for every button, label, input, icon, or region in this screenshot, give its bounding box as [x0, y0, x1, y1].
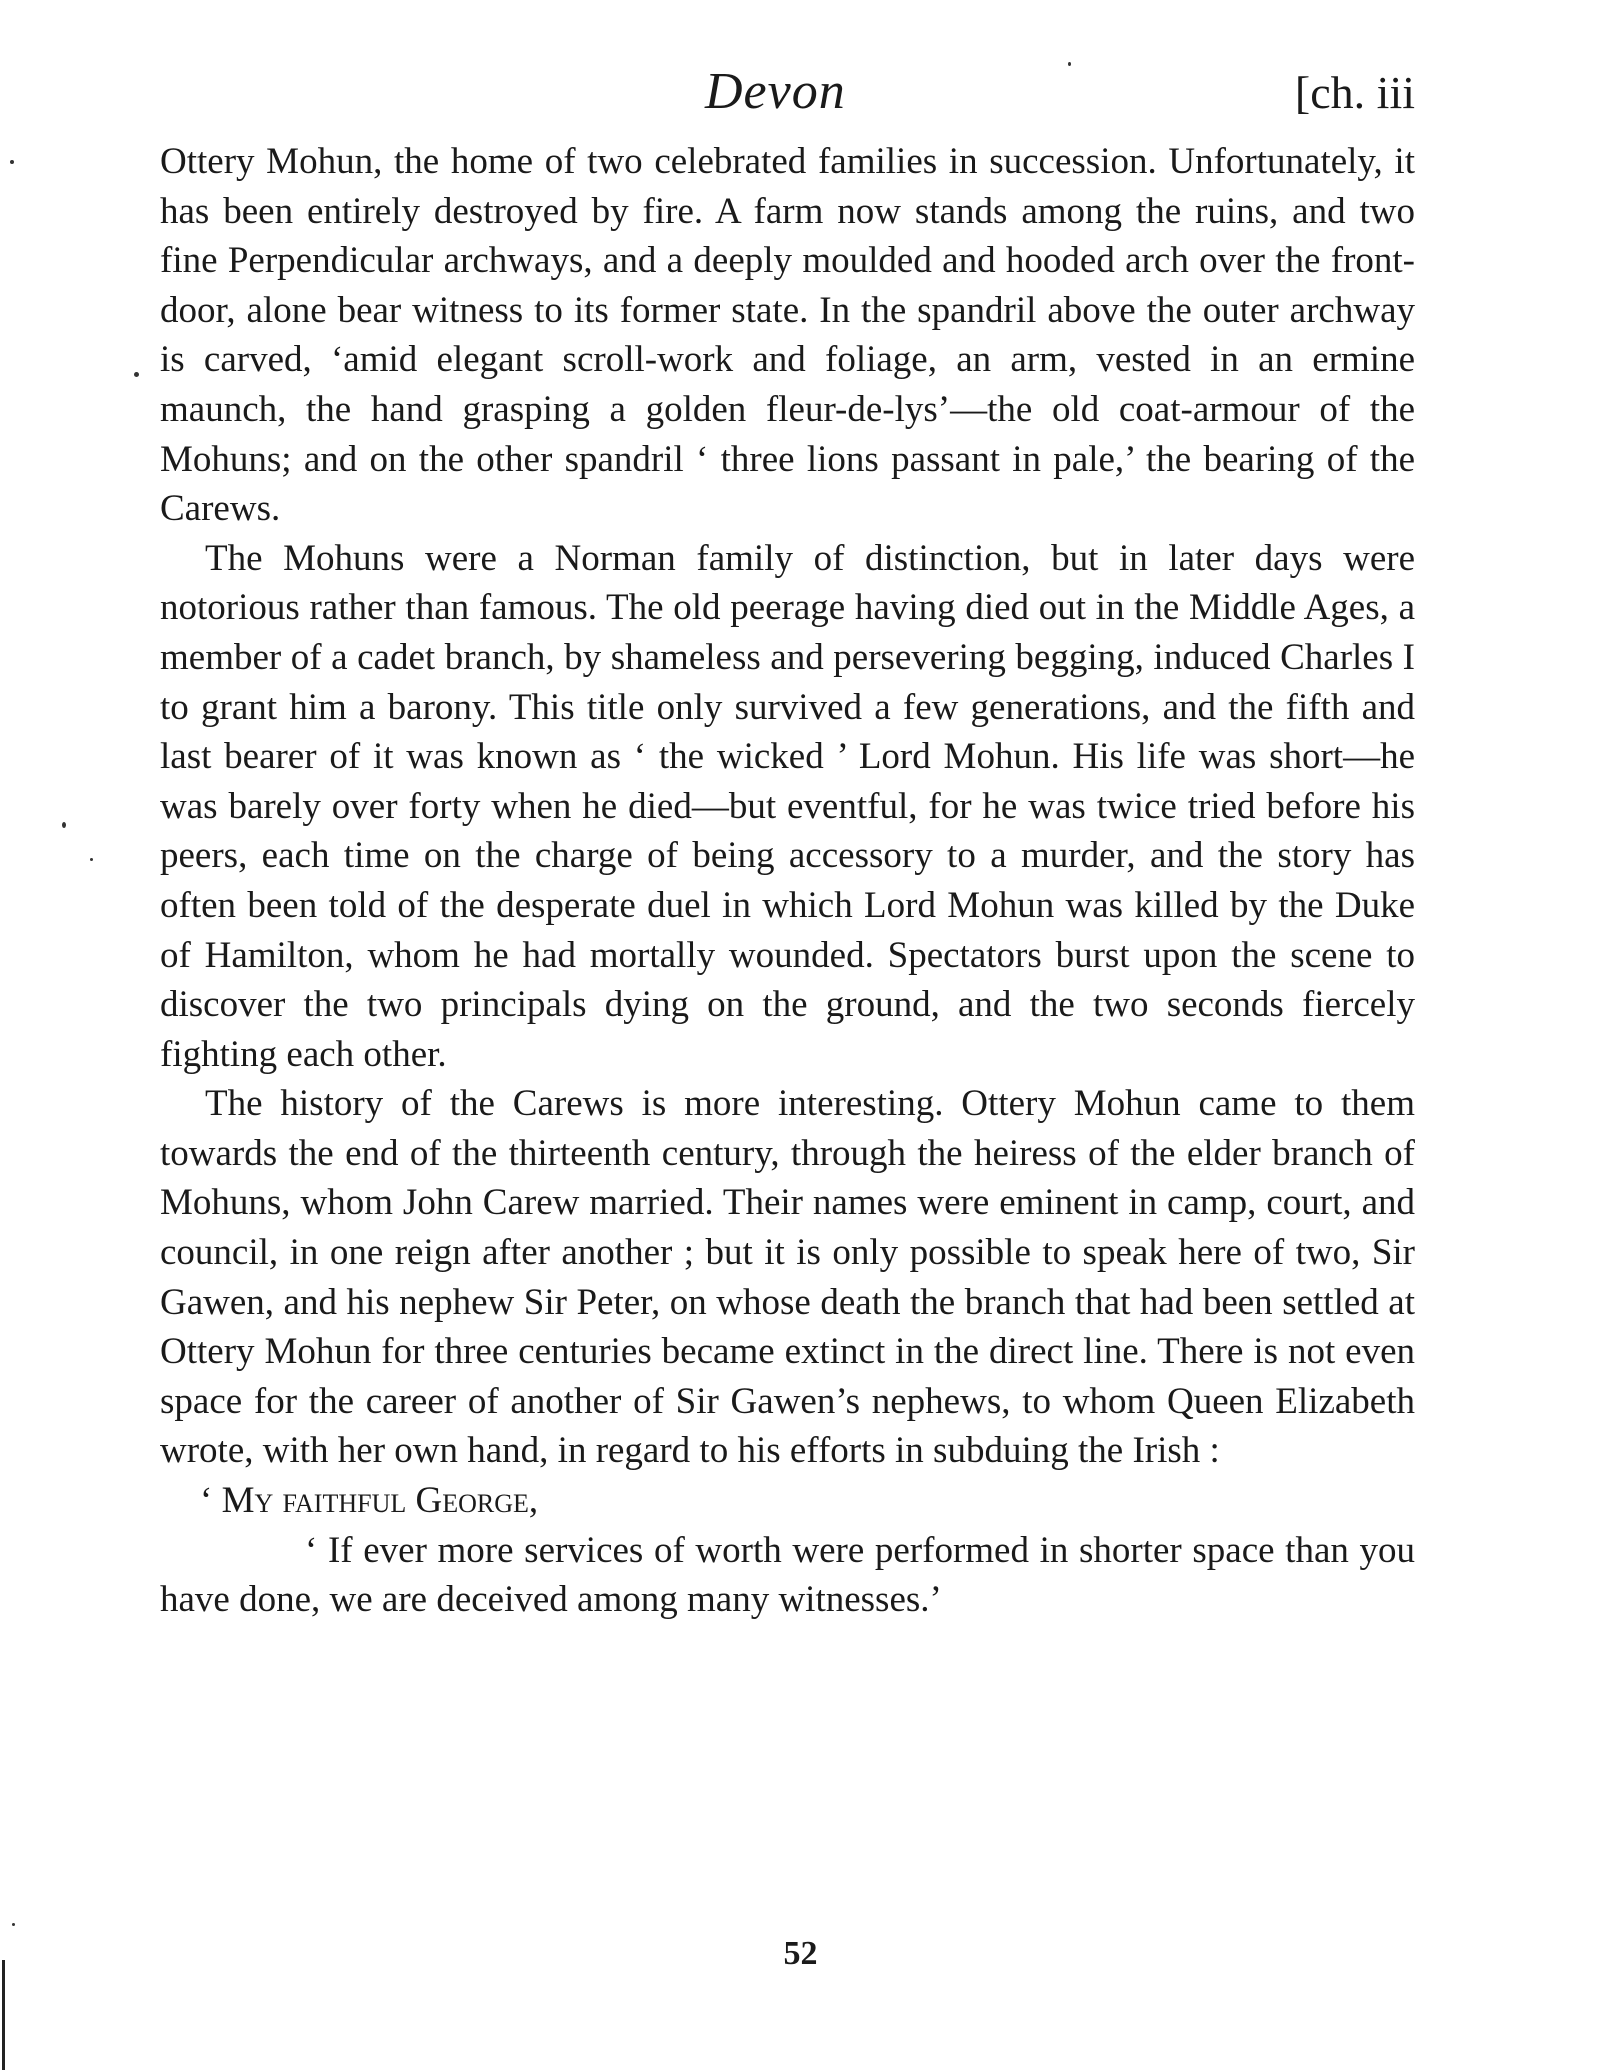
- print-speck: [12, 1923, 15, 1926]
- print-speck: [10, 160, 14, 164]
- chapter-marker: [ch. iii: [1294, 67, 1415, 118]
- paragraph-ottery-mohun: Ottery Mohun, the home of two celebrated families in succession. Unfortunately, it has been entirely destroyed by fire. A farm now stands among the ruins, and two fine Perpendicular archways, and a deeply moulded and hooded arch over the front-door, alone bear witness to its former state. In the spandril above the outer archway is carved, ‘amid elegant scroll-work and foliage, an arm, vested in an ermine maunch, the hand grasping a golden fleur-de-lys’—the old coat-armour of the Mohuns; and on the other spandril ‘ three lions passant in pale,’ the bearing of the Carews.: [160, 141, 1415, 530]
- page-number: 52: [783, 1935, 818, 1972]
- print-speck: [90, 858, 93, 861]
- paragraph-carews: The history of the Carews is more interesting. Ottery Mohun came to them towards the end of the thirteenth century, through the heiress of the elder branch of Mohuns, whom John Carew married. Their names were eminent in camp, court, and council, in one reign after another ; but it is only possible to speak here of two, Sir Gawen, and his nephew Sir Peter, on whose death the branch that had been settled at Ottery Mohun for three centuries became extinct in the direct line. There is not even space for the career of another of Sir Gawen’s nephews, to whom Queen Elizabeth wrote, with her own hand, in regard to his efforts in subduing the Irish :: [160, 1083, 1415, 1472]
- print-speck: [134, 372, 139, 377]
- running-title: Devon: [705, 63, 846, 120]
- letter-body: ‘ If ever more services of worth were performed in shorter space than you have done, we are deceived among many witnesses.’: [160, 1529, 1415, 1621]
- body-text: [160, 137, 1415, 1625]
- letter-salutation: ‘ My faithful George,: [200, 1480, 539, 1522]
- running-head: [160, 62, 1415, 132]
- paragraph-mohuns: The Mohuns were a Norman family of distinction, but in later days were notorious rather than famous. The old peerage having died out in the Middle Ages, a member of a cadet branch, by shameless and persevering begging, induced Charles I to grant him a barony. This title only survived a few generations, and the fifth and last bearer of it was known as ‘ the wicked ’ Lord Mohun. His life was short—he was barely over forty when he died—but eventful, for he was twice tried before his peers, each time on the charge of being accessory to a murder, and the story has often been told of the desperate duel in which Lord Mohun was killed by the Duke of Hamilton, whom he had mortally wounded. Spectators burst upon the scene to discover the two principals dying on the ground, and the two seconds fiercely fighting each other.: [160, 537, 1415, 1075]
- print-speck: [62, 822, 66, 828]
- scan-edge-mark: [2, 1960, 5, 2070]
- print-speck: [1068, 62, 1071, 66]
